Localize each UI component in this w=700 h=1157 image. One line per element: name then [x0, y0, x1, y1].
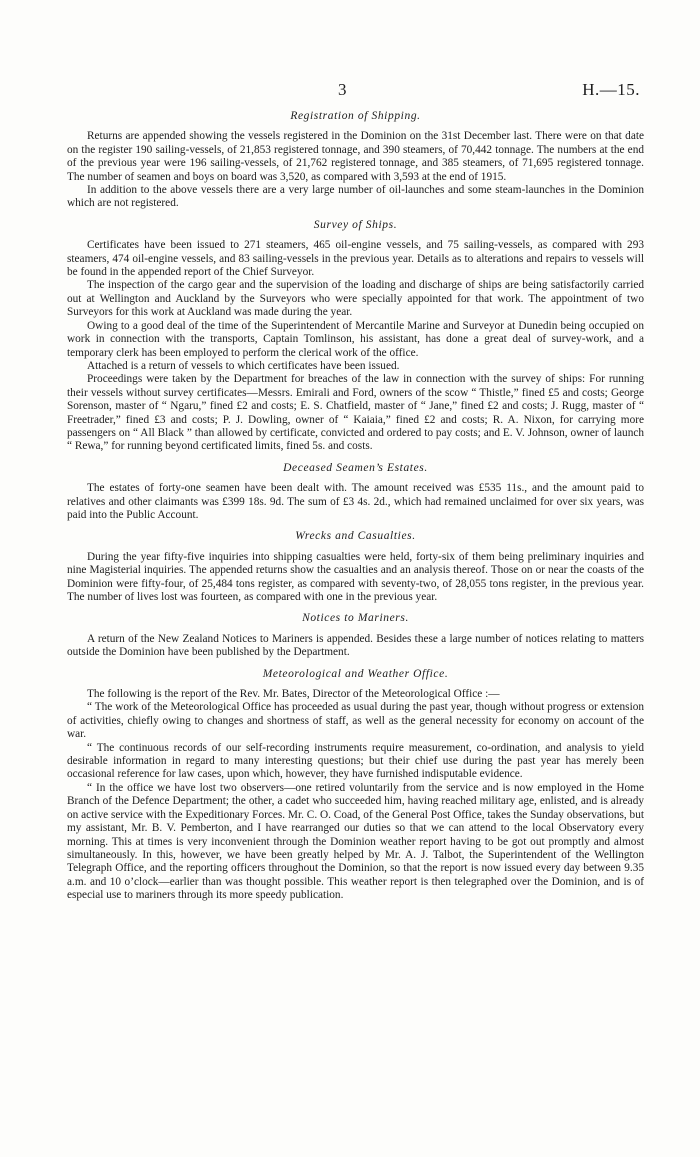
page-number: 3	[338, 80, 347, 99]
paragraph: The estates of forty-one seamen have been dealt with. The amount received was £535 11s., and the amount paid to relatives and other claimants was £399 18s. 9d. The sum of £3 4s. 2d., which had remained unclaimed for over six years, was paid into the Public Account.	[67, 482, 644, 521]
section-survey-of-ships	[67, 219, 644, 454]
section-registration-of-shipping	[67, 110, 644, 211]
section-heading: Survey of Ships.	[313, 218, 398, 231]
section-wrecks-and-casualties	[67, 530, 644, 604]
document-reference: H.—15.	[582, 80, 640, 99]
paragraph: In addition to the above vessels there are a very large number of oil-launches and some steam-launches in the Dominion which are not registered.	[67, 184, 644, 210]
paragraph: A return of the New Zealand Notices to Mariners is appended. Besides these a large number of notices relating to matters outside the Dominion have been published by the Department.	[67, 632, 644, 659]
section-meteorological-office	[67, 668, 644, 903]
section-deceased-seamens-estates	[67, 462, 644, 523]
section-heading: Meteorological and Weather Office.	[262, 667, 449, 680]
section-notices-to-mariners	[67, 612, 644, 659]
section-heading: Deceased Seamen’s Estates.	[283, 461, 428, 474]
section-heading: Notices to Mariners.	[302, 612, 409, 625]
paragraph: Proceedings were taken by the Department for breaches of the law in connection with the survey of ships: For running their vessels without survey certificates—Messrs. Emirali and Ford, owners of the scow “ Thistle,” fined £5 and costs; George Sorenson, master of “ Ngaru,” fined £2 and costs; E. S. Chatfield, master of “ Jane,” fined £2 and costs; J. Rugg, master of “ Freetrader,” fined £3 and costs; P. J. Dowling, owner of “ Kaiaia,” fined £2 and costs; R. A. Nixon, for carrying more passengers on “ All Black ” than allowed by certificate, convicted and ordered to pay costs; and E. V. Johnson, owner of launch “ Rewa,” for running beyond certificated limits, fined 5s. and costs.	[67, 373, 644, 453]
paragraph: Owing to a good deal of the time of the Superintendent of Mercantile Marine and Surveyor at Dunedin being occupied on work in connection with the transports, Captain Tomlinson, his assistant, has done a great deal of survey-work, and a temporary clerk has been employed to perform the clerical work of the office.	[67, 319, 644, 359]
section-heading: Wrecks and Casualties.	[295, 530, 416, 543]
paragraph: Certificates have been issued to 271 steamers, 465 oil-engine vessels, and 75 sailing-vessels, as compared with 293 steamers, 474 oil-engine vessels, and 83 sailing-vessels in the previous year. Details as to alterations and repairs to vessels will be found in the appended report of the Chief Surveyor.	[67, 239, 644, 279]
paragraph: Attached is a return of vessels to which certificates have been issued.	[87, 359, 400, 372]
paragraph: “ The continuous records of our self-recording instruments require measurement, co-ordination, and analysis to yield desirable information in regard to many interesting questions; but their chief use during the past year has merely been occasional reference for law cases, upon which, however, they have furnished indisputable evidence.	[67, 741, 644, 781]
paragraph: “ In the office we have lost two observers—one retired voluntarily from the service and is now employed in the Home Branch of the Defence Department; the other, a cadet who succeeded him, having reached military age, enlisted, and is already on active service with the Expeditionary Forces. Mr. C. O. Coad, of the General Post Office, takes the Sunday observations, but my assistant, Mr. B. V. Pemberton, and I have rearranged our duties so that we can attend to the local Observatory every morning. This at times is very inconvenient through the Dominion weather report having to be got out promptly and almost simultaneously. In this, however, we have been greatly helped by Mr. A. J. Talbot, the Superintendent of the Wellington Telegraph Office, and the reporting officers throughout the Dominion, so that the report is now issued every day between 9.35 a.m. and 10 o’clock—earlier than was thought possible. This weather report is then telegraphed over the Dominion, and is of especial use to mariners through its more speedy publication.	[67, 781, 644, 902]
paragraph: Returns are appended showing the vessels registered in the Dominion on the 31st December last. There were on that date on the register 190 sailing-vessels, of 21,853 registered tonnage, and 390 steamers, of 70,442 tonnage. The numbers at the end of the previous year were 196 sailing-vessels, of 21,762 registered tonnage, and 385 steamers, of 71,695 registered tonnage. The number of seamen and boys on board was 3,520, as compared with 3,593 at the end of 1915.	[67, 130, 644, 183]
document-body	[67, 110, 644, 903]
paragraph: During the year fifty-five inquiries into shipping casualties were held, forty-six of them being preliminary inquiries and nine Magisterial inquiries. The appended returns show the casualties and an analysis thereof. Those on or near the coasts of the Dominion were fifty-four, of 25,484 tons register, as compared with seventy-two, of 28,055 tons register, in the previous year. The number of lives lost was fourteen, as compared with one in the previous year.	[67, 550, 644, 603]
paragraph: The following is the report of the Rev. Mr. Bates, Director of the Meteorological Office :—	[87, 688, 500, 701]
section-heading: Registration of Shipping.	[290, 110, 421, 122]
page-header	[70, 80, 640, 104]
paragraph: The inspection of the cargo gear and the supervision of the loading and discharge of ships are being satisfactorily carried out at Wellington and Auckland by the Surveyors who were specially appointed for that work. The appointment of two Surveyors for this work at Auckland was made during the year.	[67, 279, 644, 319]
paragraph: “ The work of the Meteorological Office has proceeded as usual during the past year, though without progress or extension of activities, chiefly owing to changes and shortness of staff, as well as the general necessity for economy on account of the war.	[67, 701, 644, 741]
